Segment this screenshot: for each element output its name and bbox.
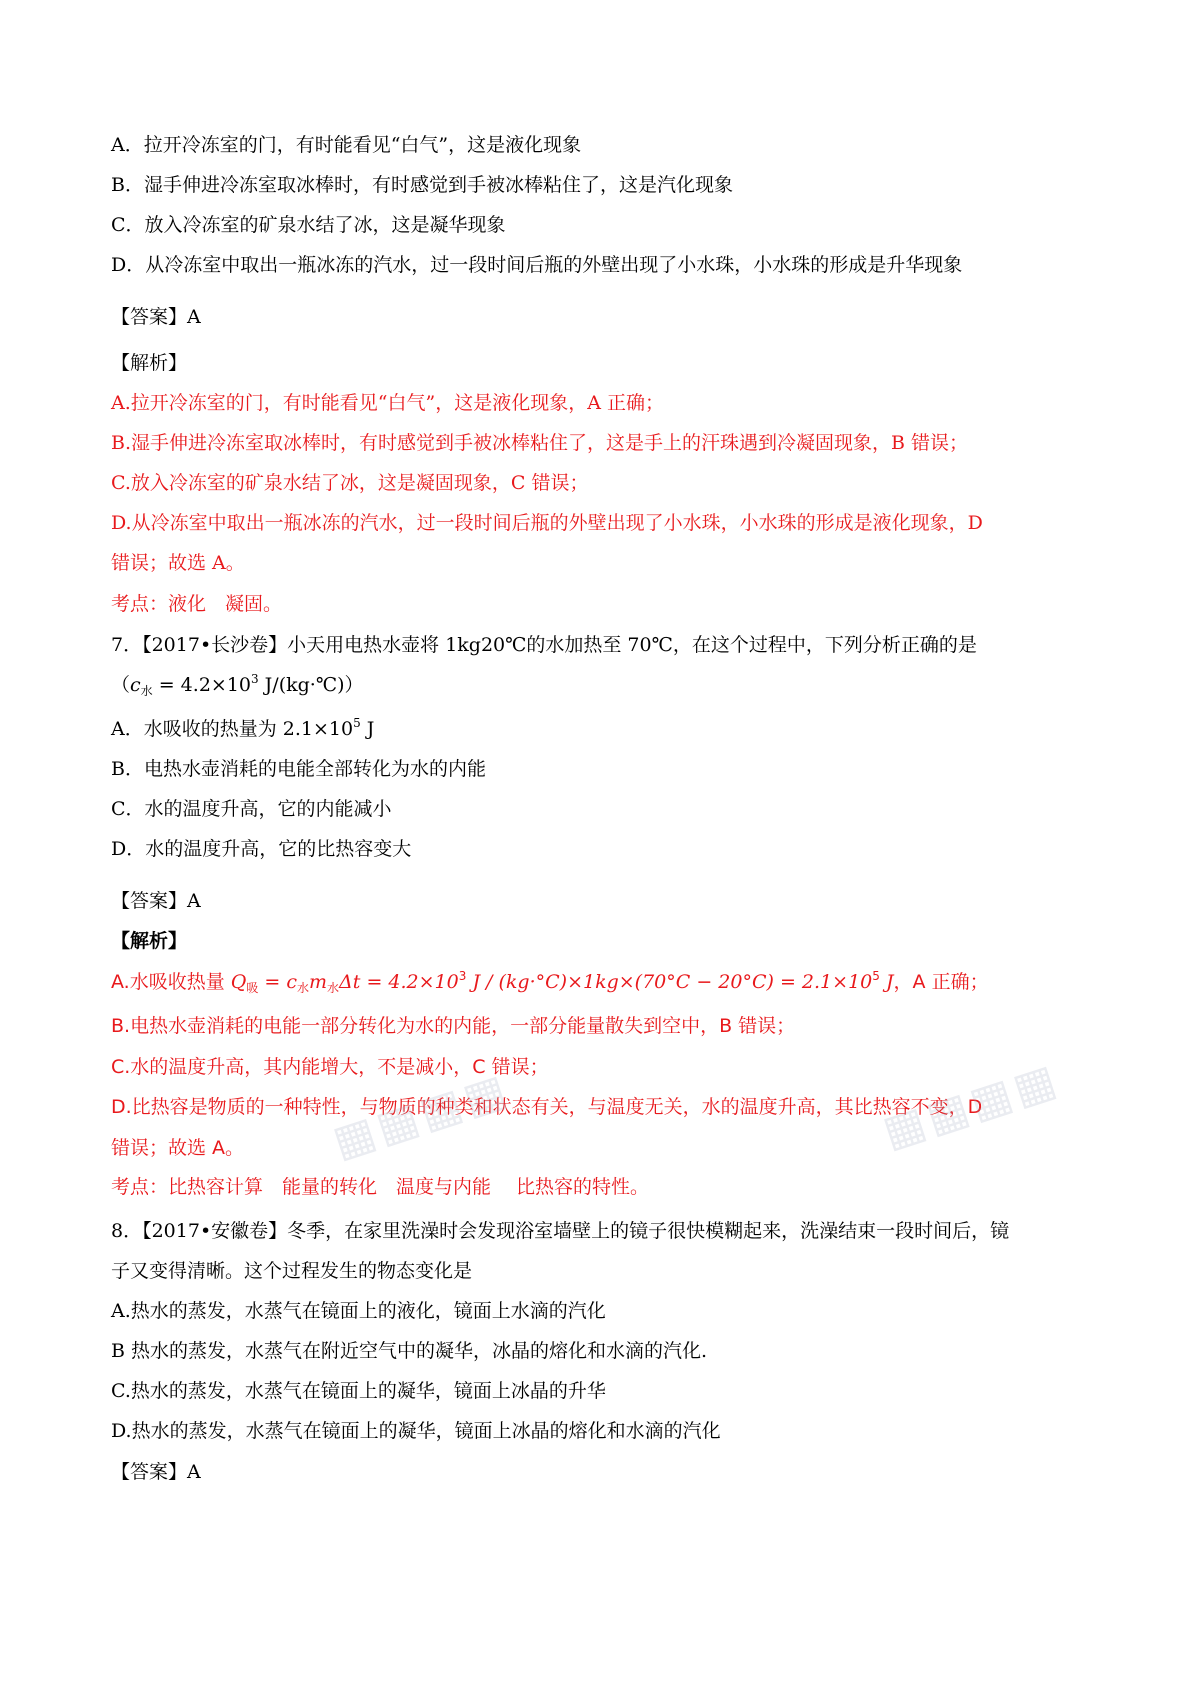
formula-eq1: = c bbox=[258, 971, 297, 993]
q7-given-eq: = 4.2×10 bbox=[152, 674, 251, 696]
q7-given-sub: 水 bbox=[140, 684, 153, 698]
q7-analysis-d: D.比热容是物质的一种特性，与物质的种类和状态有关，与温度无关，水的温度升高，其比热容不变，D bbox=[111, 1096, 983, 1118]
q7-analysis-d-cont: 错误；故选 A。 bbox=[111, 1137, 245, 1159]
q8-stem-line2: 子又变得清晰。这个过程发生的物态变化是 bbox=[111, 1260, 473, 1282]
q7-given-open: （ bbox=[111, 674, 131, 696]
q8-option-b: B 热水的蒸发，水蒸气在附近空气中的凝华，冰晶的熔化和水滴的汽化. bbox=[111, 1340, 708, 1362]
q6-option-d: D．从冷冻室中取出一瓶冰冻的汽水，过一段时间后瓶的外壁出现了小水珠，小水珠的形成是升华现象 bbox=[111, 254, 963, 276]
watermark-left: ▦▦▦▦ bbox=[326, 1063, 516, 1168]
formula-rest3: J bbox=[879, 971, 894, 993]
q7-analysis-b: B.电热水壶消耗的电能一部分转化为水的内能，一部分能量散失到空中，B 错误； bbox=[111, 1015, 796, 1037]
formula-prefix: A.水吸收热量 bbox=[111, 971, 231, 993]
formula-q-sub: 吸 bbox=[246, 981, 259, 995]
q7-option-a-unit: J bbox=[360, 718, 375, 740]
q7-given bbox=[111, 672, 364, 698]
q8-option-d: D.热水的蒸发，水蒸气在镜面上的凝华，镜面上冰晶的熔化和水滴的汽化 bbox=[111, 1420, 721, 1442]
q8-option-c: C.热水的蒸发，水蒸气在镜面上的凝华，镜面上冰晶的升华 bbox=[111, 1380, 606, 1402]
q7-option-d: D．水的温度升高，它的比热容变大 bbox=[111, 838, 412, 860]
q6-analysis-c: C.放入冷冻室的矿泉水结了冰，这是凝固现象，C 错误； bbox=[111, 472, 589, 494]
formula-exp1: 3 bbox=[458, 969, 467, 983]
q6-analysis-a: A.拉开冷冻室的门，有时能看见“白气”，这是液化现象，A 正确； bbox=[111, 392, 664, 414]
formula-q: Q bbox=[230, 971, 247, 993]
q7-option-a bbox=[111, 716, 374, 742]
q7-analysis-c: C.水的温度升高，其内能增大，不是减小，C 错误； bbox=[111, 1056, 549, 1078]
formula-m: m bbox=[309, 971, 328, 993]
q7-answer: 【答案】A bbox=[111, 890, 201, 912]
q7-analysis-label: 【解析】 bbox=[111, 930, 188, 952]
q7-given-exp: 3 bbox=[251, 672, 259, 686]
q8-answer: 【答案】A bbox=[111, 1461, 201, 1483]
q6-option-c: C．放入冷冻室的矿泉水结了冰，这是凝华现象 bbox=[111, 214, 506, 236]
q7-option-a-text: A．水吸收的热量为 2.1×10 bbox=[111, 718, 354, 740]
formula-rest: Δt = 4.2×10 bbox=[339, 971, 459, 993]
q6-analysis-d-cont: 错误；故选 A。 bbox=[111, 552, 245, 574]
q8-option-a: A.热水的蒸发，水蒸气在镜面上的液化，镜面上水滴的汽化 bbox=[111, 1300, 606, 1322]
q7-option-a-exp: 5 bbox=[353, 716, 361, 730]
q6-answer: 【答案】A bbox=[111, 306, 201, 328]
formula-exp2: 5 bbox=[872, 969, 880, 983]
q7-stem: 7．【2017•长沙卷】小天用电热水壶将 1kg20℃的水加热至 70℃，在这个过程中，下列分析正确的是 bbox=[111, 634, 977, 656]
q7-given-c: c bbox=[130, 674, 141, 696]
q7-points: 考点：比热容计算 能量的转化 温度与内能 比热容的特性。 bbox=[111, 1176, 650, 1198]
q6-option-a: A．拉开冷冻室的门，有时能看见“白气”，这是液化现象 bbox=[111, 134, 582, 156]
formula-m-sub: 水 bbox=[327, 981, 340, 995]
q7-given-unit: J/(kg·℃) bbox=[258, 674, 345, 696]
q6-analysis-label: 【解析】 bbox=[111, 352, 188, 374]
q7-analysis-formula bbox=[111, 969, 989, 995]
q6-analysis-d: D.从冷冻室中取出一瓶冰冻的汽水，过一段时间后瓶的外壁出现了小水珠，小水珠的形成是液化现象，D bbox=[111, 512, 983, 534]
watermark-right: ▦▦▦▦ bbox=[876, 1053, 1066, 1158]
q7-given-close: ） bbox=[344, 674, 364, 696]
formula-rest2: J / (kg·°C)×1kg×(70°C − 20°C) = 2.1×10 bbox=[466, 971, 873, 993]
formula-c-sub: 水 bbox=[296, 981, 309, 995]
q6-points: 考点：液化 凝固。 bbox=[111, 593, 283, 615]
q7-option-b: B．电热水壶消耗的电能全部转化为水的内能 bbox=[111, 758, 486, 780]
q8-stem-line1: 8．【2017•安徽卷】冬季，在家里洗澡时会发现浴室墙壁上的镜子很快模糊起来，洗澡结束一段时间后，镜 bbox=[111, 1220, 1010, 1242]
formula-suffix: ，A 正确； bbox=[893, 971, 989, 993]
q7-option-c: C．水的温度升高，它的内能减小 bbox=[111, 798, 392, 820]
q6-option-b: B．湿手伸进冷冻室取冰棒时，有时感觉到手被冰棒粘住了，这是汽化现象 bbox=[111, 174, 733, 196]
q6-analysis-b: B.湿手伸进冷冻室取冰棒时，有时感觉到手被冰棒粘住了，这是手上的汗珠遇到冷凝固现象，B 错误； bbox=[111, 432, 969, 454]
